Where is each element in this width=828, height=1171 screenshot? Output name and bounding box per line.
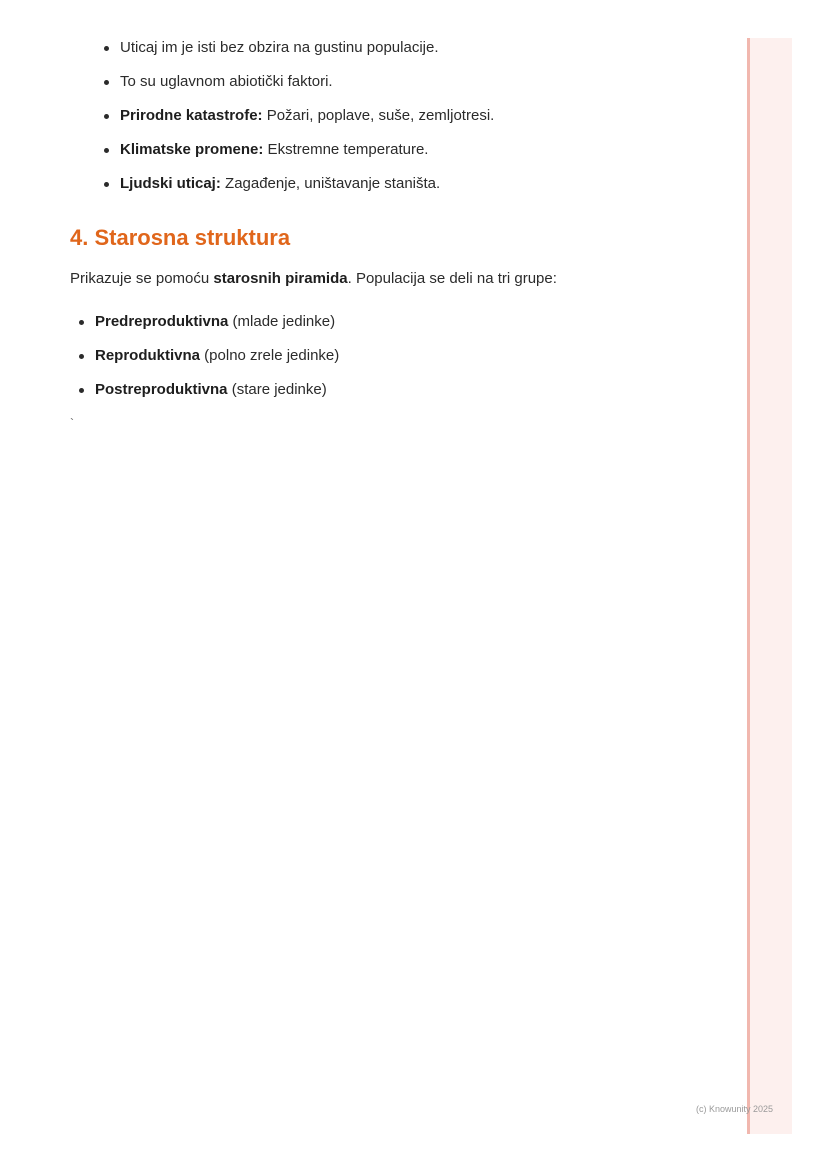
- list-item-text: Uticaj im je isti bez obzira na gustinu populacije.: [120, 39, 439, 56]
- list-item: [79, 312, 699, 332]
- list-item: [104, 106, 724, 126]
- intro-text-end: . Populacija se deli na tri grupe:: [347, 270, 557, 287]
- bullet-icon: [79, 354, 84, 359]
- intro-bold: starosnih piramida: [213, 270, 348, 287]
- list-item: [104, 174, 724, 194]
- list-item-text: Zagađenje, uništavanje staništa.: [220, 175, 441, 192]
- factors-list: [104, 38, 724, 208]
- list-item-text: To su uglavnom abiotički faktori.: [120, 73, 333, 90]
- list-item-bold: Prirodne katastrofe:: [120, 107, 263, 124]
- bullet-icon: [104, 114, 109, 119]
- list-item-bold: Ljudski uticaj:: [120, 175, 221, 192]
- section-intro: [70, 269, 557, 289]
- list-item-bold: Klimatske promene:: [120, 141, 264, 158]
- bullet-icon: [79, 320, 84, 325]
- list-item-text: Ekstremne temperature.: [263, 141, 429, 158]
- group-description: (polno zrele jedinke): [200, 347, 340, 364]
- list-item: [104, 38, 724, 58]
- group-name: Predreproduktivna: [95, 313, 229, 330]
- group-name: Reproduktivna: [95, 347, 201, 364]
- margin-band: [748, 38, 792, 1134]
- group-description: (stare jedinke): [227, 381, 327, 398]
- margin-rule: [747, 38, 750, 1134]
- list-item-text: Požari, poplave, suše, zemljotresi.: [262, 107, 495, 124]
- bullet-icon: [104, 46, 109, 51]
- group-description: (mlade jedinke): [228, 313, 336, 330]
- section-heading: 4. Starosna struktura: [70, 225, 291, 250]
- bullet-icon: [104, 148, 109, 153]
- list-item: [104, 72, 724, 92]
- copyright-footer: (c) Knowunity 2025: [696, 1104, 774, 1114]
- bullet-icon: [79, 388, 84, 393]
- bullet-icon: [104, 80, 109, 85]
- intro-text: Prikazuje se pomoću: [70, 270, 214, 287]
- age-groups-list: [79, 312, 699, 414]
- list-item: [79, 380, 699, 400]
- stray-mark: `: [70, 416, 74, 430]
- bullet-icon: [104, 182, 109, 187]
- list-item: [104, 140, 724, 160]
- list-item: [79, 346, 699, 366]
- group-name: Postreproduktivna: [95, 381, 228, 398]
